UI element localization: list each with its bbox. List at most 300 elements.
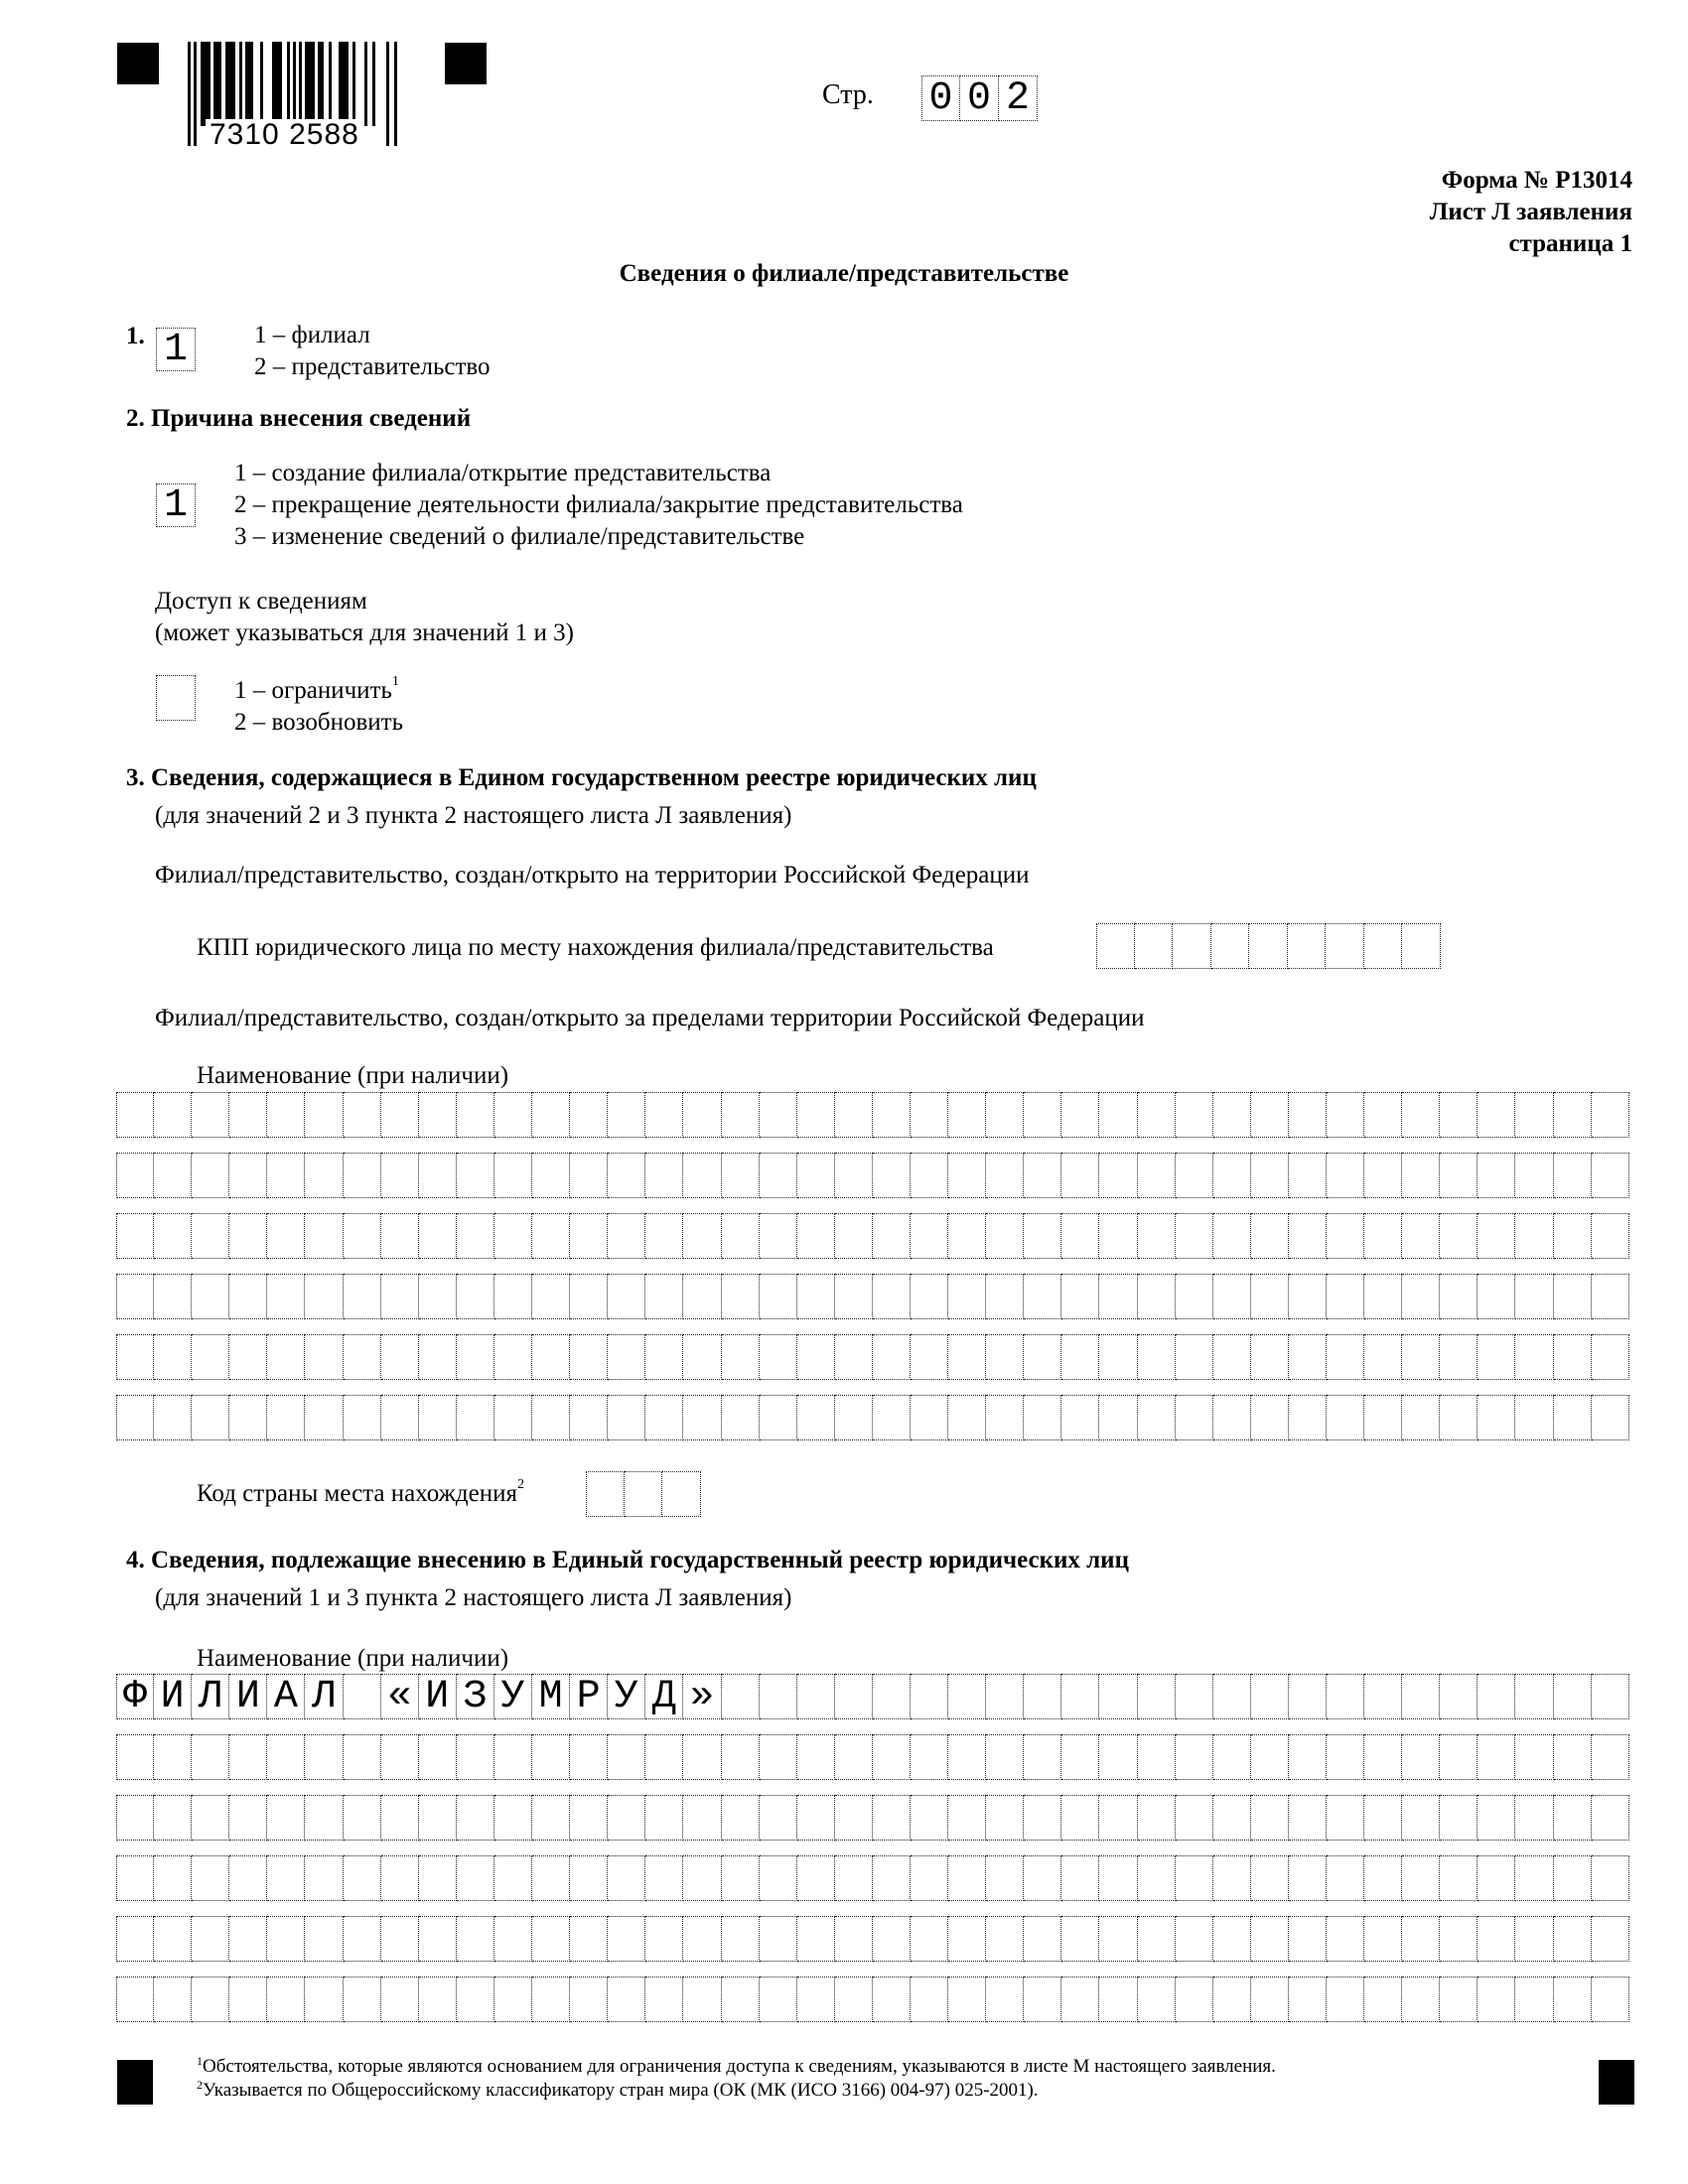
section3-name-cell[interactable] [1364,1153,1402,1198]
section4-name-cell[interactable] [1138,1916,1176,1962]
section3-name-cell[interactable] [1477,1153,1515,1198]
section4-name-cell[interactable] [1592,1674,1629,1719]
section4-name-cell[interactable] [1251,1674,1289,1719]
section4-name-cell[interactable] [305,1916,343,1962]
section3-name-cell[interactable] [1176,1395,1213,1440]
section3-name-cell[interactable] [608,1213,645,1259]
section4-name-cell[interactable] [948,1734,986,1780]
section4-name-cell[interactable] [948,1674,986,1719]
section3-name-cell[interactable] [1024,1092,1061,1138]
section3-name-cell[interactable] [986,1213,1024,1259]
section3-name-cell[interactable] [1213,1274,1251,1319]
section3-name-cell[interactable] [305,1213,343,1259]
section3-name-cell[interactable] [1024,1395,1061,1440]
section3-name-cell[interactable] [419,1274,457,1319]
section3-name-cell[interactable] [1213,1334,1251,1380]
section4-name-cell[interactable] [570,1855,608,1901]
section4-name-cell[interactable] [911,1916,948,1962]
section4-name-cell[interactable] [457,1855,494,1901]
access-field[interactable] [156,675,196,721]
section3-name-cell[interactable] [608,1395,645,1440]
section3-name-cell[interactable] [873,1213,911,1259]
section3-name-cell[interactable] [1440,1092,1477,1138]
section4-name-cell[interactable] [1364,1916,1402,1962]
section3-name-cell[interactable] [419,1092,457,1138]
section3-name-cell[interactable] [381,1092,419,1138]
section4-name-cell[interactable] [229,1734,267,1780]
section4-name-cell[interactable] [1327,1734,1364,1780]
section4-name-cell[interactable] [1364,1795,1402,1841]
section4-name-cell[interactable] [1251,1734,1289,1780]
section4-name-cell[interactable] [532,1916,570,1962]
section3-name-cell[interactable] [532,1395,570,1440]
section4-name-cell[interactable] [1289,1674,1327,1719]
section3-name-cell[interactable] [344,1092,381,1138]
section4-name-cell[interactable] [835,1977,873,2022]
section4-name-cell[interactable] [797,1795,835,1841]
section3-name-cell[interactable] [948,1334,986,1380]
section4-name-cell[interactable] [1138,1855,1176,1901]
section4-name-cell[interactable] [911,1674,948,1719]
section4-name-cell[interactable] [1176,1674,1213,1719]
section4-name-cell[interactable] [608,1977,645,2022]
section4-name-cell[interactable] [1251,1855,1289,1901]
section4-name-cell[interactable] [1251,1977,1289,2022]
section3-name-cell[interactable] [722,1213,760,1259]
section3-name-cell[interactable] [1364,1334,1402,1380]
section4-name-cell[interactable]: У [494,1674,532,1719]
section3-name-cell[interactable] [1592,1153,1629,1198]
section4-name-cell[interactable] [116,1977,154,2022]
section3-name-cell[interactable] [116,1153,154,1198]
section3-name-cell[interactable] [116,1213,154,1259]
section3-name-cell[interactable] [911,1213,948,1259]
country-digit[interactable] [625,1471,663,1517]
section3-name-cell[interactable] [1251,1274,1289,1319]
section4-name-cell[interactable] [192,1855,229,1901]
section3-name-cell[interactable] [1402,1334,1440,1380]
section3-name-cell[interactable] [645,1213,683,1259]
section3-name-cell[interactable] [948,1274,986,1319]
section3-name-cell[interactable] [154,1274,192,1319]
section3-name-cell[interactable] [1251,1153,1289,1198]
section3-name-cell[interactable] [192,1334,229,1380]
section4-name-cell[interactable] [1327,1977,1364,2022]
section4-name-cell[interactable] [154,1734,192,1780]
section4-name-cell[interactable] [722,1734,760,1780]
section3-name-cell[interactable] [911,1395,948,1440]
section3-name-cell[interactable] [1477,1092,1515,1138]
section3-name-cell[interactable] [305,1092,343,1138]
section4-name-cell[interactable] [494,1795,532,1841]
section3-name-cell[interactable] [1138,1153,1176,1198]
section4-name-cell[interactable] [1289,1977,1327,2022]
section3-name-cell[interactable] [344,1395,381,1440]
section3-name-cell[interactable] [1515,1153,1553,1198]
section3-name-cell[interactable] [154,1092,192,1138]
section3-name-cell[interactable] [381,1395,419,1440]
section3-name-cell[interactable] [229,1395,267,1440]
section3-name-cell[interactable] [1327,1334,1364,1380]
section3-name-cell[interactable] [948,1092,986,1138]
section4-name-cell[interactable] [1176,1855,1213,1901]
section3-name-cell[interactable] [986,1334,1024,1380]
section3-name-cell[interactable] [1099,1153,1137,1198]
section4-name-cell[interactable] [116,1855,154,1901]
section3-name-cell[interactable] [986,1274,1024,1319]
section4-name-cell[interactable] [494,1855,532,1901]
section3-name-cell[interactable] [1327,1213,1364,1259]
kpp-digit[interactable] [1288,923,1327,969]
section4-name-cell[interactable] [911,1734,948,1780]
kpp-digit[interactable] [1096,923,1135,969]
section4-name-cell[interactable] [267,1734,305,1780]
section3-name-cell[interactable] [305,1334,343,1380]
section4-name-cell[interactable] [760,1674,797,1719]
section3-name-cell[interactable] [722,1274,760,1319]
section4-name-cell[interactable] [835,1855,873,1901]
section3-name-cell[interactable] [1327,1395,1364,1440]
section4-name-cell[interactable] [229,1916,267,1962]
section4-name-cell[interactable] [645,1977,683,2022]
section3-name-cell[interactable] [873,1153,911,1198]
section4-name-cell[interactable] [1515,1855,1553,1901]
country-digit[interactable] [586,1471,625,1517]
section3-name-cell[interactable] [1024,1153,1061,1198]
section4-name-row[interactable] [116,1674,1629,1719]
section3-name-cell[interactable] [1515,1213,1553,1259]
section4-name-cell[interactable] [1176,1795,1213,1841]
kpp-digit[interactable] [1211,923,1250,969]
section4-name-cell[interactable]: У [608,1674,645,1719]
kpp-digit[interactable] [1326,923,1364,969]
section3-name-cell[interactable] [1289,1395,1327,1440]
section3-name-cell[interactable] [1213,1213,1251,1259]
section4-name-cell[interactable] [1099,1795,1137,1841]
section4-name-cell[interactable] [267,1977,305,2022]
section3-name-cell[interactable] [1138,1334,1176,1380]
country-code-field[interactable] [586,1471,701,1517]
section3-name-cell[interactable] [1554,1213,1592,1259]
section3-name-cell[interactable] [267,1213,305,1259]
section4-name-cell[interactable] [760,1977,797,2022]
section4-name-cell[interactable] [1138,1734,1176,1780]
section4-name-cell[interactable] [1099,1855,1137,1901]
section4-name-cell[interactable] [797,1674,835,1719]
section3-name-row[interactable] [116,1274,1629,1319]
section3-name-cell[interactable] [1592,1395,1629,1440]
section4-name-cell[interactable] [494,1734,532,1780]
section3-name-cell[interactable] [154,1334,192,1380]
section4-name-cell[interactable] [1176,1977,1213,2022]
section3-name-cell[interactable] [1554,1395,1592,1440]
section3-name-cell[interactable] [1477,1395,1515,1440]
section3-name-cell[interactable] [154,1153,192,1198]
section4-name-cell[interactable] [192,1734,229,1780]
section4-name-cell[interactable] [344,1734,381,1780]
section4-name-cell[interactable] [1327,1855,1364,1901]
kpp-digit[interactable] [1402,923,1441,969]
section4-name-cell[interactable] [154,1916,192,1962]
section3-name-cell[interactable] [494,1274,532,1319]
section4-name-cell[interactable] [722,1855,760,1901]
section3-name-cell[interactable] [911,1153,948,1198]
section3-name-cell[interactable] [532,1274,570,1319]
section4-name-cell[interactable]: Ф [116,1674,154,1719]
section3-name-cell[interactable] [683,1395,721,1440]
section3-name-cell[interactable] [1213,1153,1251,1198]
section4-name-cell[interactable]: М [532,1674,570,1719]
section4-name-cell[interactable] [1554,1916,1592,1962]
section3-name-cell[interactable] [1099,1274,1137,1319]
section4-name-cell[interactable] [948,1795,986,1841]
section4-name-cell[interactable] [1099,1734,1137,1780]
section3-name-cell[interactable] [948,1213,986,1259]
section3-name-cell[interactable] [1364,1092,1402,1138]
section3-name-cell[interactable] [1592,1334,1629,1380]
section3-name-cell[interactable] [1099,1395,1137,1440]
section3-name-cell[interactable] [1176,1092,1213,1138]
section3-name-cell[interactable] [645,1274,683,1319]
section4-name-cell[interactable] [683,1855,721,1901]
section4-name-cell[interactable] [645,1855,683,1901]
section4-name-cell[interactable] [305,1795,343,1841]
section4-name-cell[interactable] [683,1916,721,1962]
section3-name-row[interactable] [116,1153,1629,1198]
section4-name-cell[interactable] [570,1916,608,1962]
section3-name-cell[interactable] [381,1213,419,1259]
section4-name-cell[interactable] [457,1795,494,1841]
section4-name-cell[interactable] [760,1795,797,1841]
section4-name-cell[interactable] [116,1916,154,1962]
section4-name-cell[interactable] [911,1795,948,1841]
section3-name-cell[interactable] [797,1153,835,1198]
section4-name-cell[interactable] [722,1674,760,1719]
section4-name-cell[interactable]: « [381,1674,419,1719]
section4-name-cell[interactable] [1213,1977,1251,2022]
section4-name-cell[interactable] [1477,1674,1515,1719]
section4-name-cell[interactable] [683,1734,721,1780]
section4-name-cell[interactable]: А [267,1674,305,1719]
section3-name-cell[interactable] [267,1334,305,1380]
section3-name-cell[interactable] [835,1153,873,1198]
section3-name-cell[interactable] [267,1395,305,1440]
section4-name-cell[interactable] [986,1795,1024,1841]
section4-name-cell[interactable] [1024,1916,1061,1962]
section4-name-row[interactable] [116,1916,1629,1962]
section4-name-cell[interactable] [570,1795,608,1841]
section3-name-cell[interactable] [1327,1153,1364,1198]
section4-name-cell[interactable] [797,1977,835,2022]
section3-name-cell[interactable] [797,1213,835,1259]
section4-name-cell[interactable] [1515,1734,1553,1780]
section4-name-cell[interactable] [1251,1795,1289,1841]
section4-name-cell[interactable] [419,1916,457,1962]
section3-name-cell[interactable] [1024,1334,1061,1380]
section4-name-cell[interactable] [1477,1795,1515,1841]
section3-name-cell[interactable] [1554,1274,1592,1319]
section3-name-cell[interactable] [1402,1274,1440,1319]
section4-name-cell[interactable] [1327,1674,1364,1719]
section4-name-cell[interactable]: Л [305,1674,343,1719]
section3-name-cell[interactable] [1099,1092,1137,1138]
section3-name-cell[interactable] [192,1092,229,1138]
section4-name-cell[interactable] [1402,1977,1440,2022]
section3-name-cell[interactable] [570,1274,608,1319]
section3-name-cell[interactable] [1515,1334,1553,1380]
section3-name-cell[interactable] [305,1274,343,1319]
section3-name-cell[interactable] [116,1274,154,1319]
section3-name-cell[interactable] [1515,1395,1553,1440]
section4-name-row[interactable] [116,1795,1629,1841]
section3-name-cell[interactable] [873,1395,911,1440]
section3-name-cell[interactable] [1440,1395,1477,1440]
section3-name-cell[interactable] [1061,1213,1099,1259]
section3-name-cell[interactable] [722,1334,760,1380]
section3-name-cell[interactable] [532,1334,570,1380]
section3-name-cell[interactable] [760,1395,797,1440]
section4-name-cell[interactable] [986,1855,1024,1901]
section4-name-cell[interactable] [986,1977,1024,2022]
section3-name-cell[interactable] [381,1274,419,1319]
section4-name-cell[interactable] [1176,1916,1213,1962]
section3-name-cell[interactable] [1364,1395,1402,1440]
kpp-field[interactable] [1096,923,1441,969]
section4-name-cell[interactable] [873,1734,911,1780]
section4-name-cell[interactable] [1099,1916,1137,1962]
section4-name-cell[interactable] [1554,1795,1592,1841]
section3-name-cell[interactable] [986,1092,1024,1138]
section3-name-cell[interactable] [570,1395,608,1440]
section4-name-cell[interactable] [722,1916,760,1962]
section3-name-cell[interactable] [154,1395,192,1440]
section4-name-cell[interactable] [229,1795,267,1841]
section4-name-cell[interactable] [381,1916,419,1962]
section4-name-cell[interactable] [570,1977,608,2022]
section4-name-cell[interactable] [267,1855,305,1901]
section4-name-cell[interactable] [1138,1674,1176,1719]
section3-name-cell[interactable] [419,1213,457,1259]
section4-name-cell[interactable] [608,1795,645,1841]
section3-name-cell[interactable] [760,1153,797,1198]
section3-name-cell[interactable] [1477,1213,1515,1259]
section3-name-cell[interactable] [760,1092,797,1138]
section3-name-cell[interactable] [494,1153,532,1198]
section4-name-cell[interactable] [1024,1855,1061,1901]
section4-name-cell[interactable] [986,1916,1024,1962]
section3-name-cell[interactable] [419,1153,457,1198]
section4-name-cell[interactable] [1515,1977,1553,2022]
section4-name-cell[interactable] [986,1734,1024,1780]
section4-name-cell[interactable] [1213,1855,1251,1901]
section4-name-cell[interactable] [1364,1977,1402,2022]
section3-name-cell[interactable] [1251,1213,1289,1259]
section3-name-cell[interactable] [381,1153,419,1198]
section3-name-cell[interactable] [1176,1334,1213,1380]
section2-reason-field[interactable]: 1 [156,483,196,527]
section3-name-cell[interactable] [683,1153,721,1198]
section4-name-cell[interactable] [1061,1977,1099,2022]
section4-name-cell[interactable]: З [457,1674,494,1719]
section4-name-cell[interactable] [532,1795,570,1841]
section3-name-cell[interactable] [873,1274,911,1319]
section3-name-cell[interactable] [1402,1153,1440,1198]
section3-name-cell[interactable] [797,1092,835,1138]
section4-name-cell[interactable] [1592,1916,1629,1962]
section3-name-cell[interactable] [1061,1395,1099,1440]
section4-name-cell[interactable] [1289,1855,1327,1901]
section4-name-cell[interactable] [419,1855,457,1901]
section4-name-cell[interactable] [1515,1795,1553,1841]
section3-name-cell[interactable] [1592,1092,1629,1138]
section3-name-cell[interactable] [1251,1395,1289,1440]
section3-name-cell[interactable] [381,1334,419,1380]
section3-name-cell[interactable] [835,1395,873,1440]
section4-name-cell[interactable] [344,1977,381,2022]
section4-name-cell[interactable] [760,1734,797,1780]
section4-name-cell[interactable] [381,1855,419,1901]
section3-name-cell[interactable] [645,1334,683,1380]
section4-name-cell[interactable] [873,1977,911,2022]
section3-name-cell[interactable] [116,1092,154,1138]
section4-name-row[interactable] [116,1977,1629,2022]
section3-name-cell[interactable] [192,1213,229,1259]
section3-name-cell[interactable] [229,1334,267,1380]
section4-name-cell[interactable] [154,1977,192,2022]
section3-name-cell[interactable] [532,1092,570,1138]
section4-name-cell[interactable] [457,1916,494,1962]
section3-name-row[interactable] [116,1395,1629,1440]
section3-name-cell[interactable] [192,1274,229,1319]
section3-name-cell[interactable] [344,1334,381,1380]
section3-name-cell[interactable] [1440,1153,1477,1198]
section3-name-cell[interactable] [608,1092,645,1138]
section4-name-cell[interactable] [305,1977,343,2022]
section3-name-cell[interactable] [1099,1334,1137,1380]
section4-name-row[interactable] [116,1734,1629,1780]
section4-name-cell[interactable] [457,1734,494,1780]
section3-name-cell[interactable] [570,1334,608,1380]
section3-name-cell[interactable] [1138,1092,1176,1138]
section4-name-cell[interactable] [1213,1916,1251,1962]
section4-name-cell[interactable] [1440,1916,1477,1962]
section4-name-cell[interactable] [1138,1795,1176,1841]
section4-name-cell[interactable] [1554,1674,1592,1719]
section4-name-cell[interactable] [873,1916,911,1962]
section4-name-cell[interactable]: » [683,1674,721,1719]
section4-name-cell[interactable] [1477,1855,1515,1901]
section4-name-cell[interactable] [1554,1977,1592,2022]
section4-name-cell[interactable] [1592,1977,1629,2022]
section3-name-cell[interactable] [911,1334,948,1380]
section3-name-cell[interactable] [267,1274,305,1319]
section4-name-cell[interactable] [154,1855,192,1901]
section4-name-cell[interactable] [457,1977,494,2022]
section3-name-cell[interactable] [1592,1274,1629,1319]
section4-name-cell[interactable] [835,1734,873,1780]
section4-name-cell[interactable] [267,1916,305,1962]
section4-name-cell[interactable] [192,1977,229,2022]
section4-name-cell[interactable] [229,1855,267,1901]
section4-name-cell[interactable] [192,1795,229,1841]
section3-name-cell[interactable] [1138,1395,1176,1440]
section4-name-cell[interactable] [645,1734,683,1780]
section3-name-cell[interactable] [1402,1213,1440,1259]
section4-name-cell[interactable] [494,1916,532,1962]
section4-name-cell[interactable] [570,1734,608,1780]
section4-name-cell[interactable] [1477,1977,1515,2022]
section4-name-cell[interactable] [1213,1795,1251,1841]
